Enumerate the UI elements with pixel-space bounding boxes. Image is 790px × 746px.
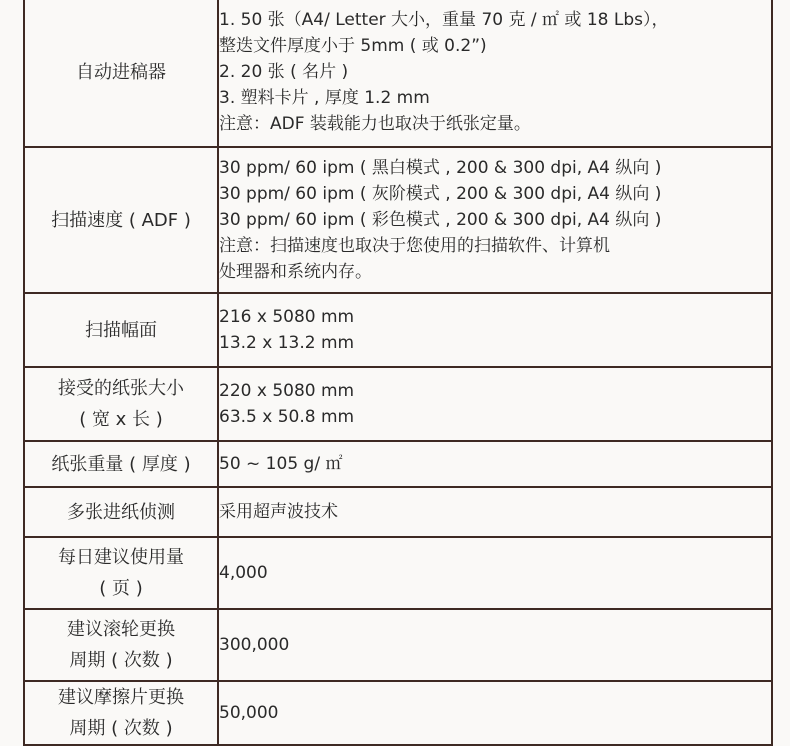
row-value-cell [218,487,772,537]
row-label: 每日建议使用量 [58,547,184,568]
row-label-cell [24,609,218,681]
value-line: 注意：ADF 装载能力也取决于纸张定量。 [219,114,531,134]
row-label-cell [24,147,218,293]
value-line: 1. 50 张（A4/ Letter 大小，重量 70 克 / ㎡ 或 18 Lbs）， [219,10,669,30]
value-line: 220 x 5080 mm [219,381,355,401]
row-label: ( 宽 x 长 ) [79,409,163,430]
value-line: 30 ppm/ 60 ipm ( 灰阶模式 , 200 & 300 dpi, A4 纵向 ) [219,184,662,204]
table-row [24,487,772,537]
table-row [24,537,772,609]
row-label: 多张进纸侦测 [67,501,175,523]
value-line: 整迭文件厚度小于 5mm ( 或 0.2”) [219,36,487,56]
row-label-cell [24,367,218,441]
value-line: 2. 20 张 ( 名片 ) [219,62,349,82]
table-row [24,681,772,745]
row-value-cell [218,681,772,745]
row-label: 扫描速度 ( ADF ) [51,209,191,231]
value-line: 216 x 5080 mm [219,307,355,327]
row-label-cell [24,441,218,487]
value-line: 300,000 [219,635,290,655]
row-label-cell [24,537,218,609]
row-label: 建议滚轮更换 [67,619,175,640]
value-line: 4,000 [219,563,268,583]
row-label: ( 页 ) [99,578,143,599]
value-line: 采用超声波技术 [219,502,338,522]
row-value-cell [218,609,772,681]
value-line: 63.5 x 50.8 mm [219,407,355,427]
value-line: 30 ppm/ 60 ipm ( 黑白模式 , 200 & 300 dpi, A4 纵向 ) [219,158,662,178]
row-label-cell [24,293,218,367]
row-value-cell [218,0,772,147]
row-value-cell [218,537,772,609]
row-value-cell [218,293,772,367]
table-row [24,293,772,367]
row-label: 周期 ( 次数 ) [69,650,173,671]
value-line: 3. 塑料卡片 , 厚度 1.2 mm [219,88,430,108]
row-value-cell [218,367,772,441]
value-line: 处理器和系统内存。 [219,262,372,282]
value-line: 13.2 x 13.2 mm [219,333,355,353]
row-label: 扫描幅面 [85,319,157,341]
row-value-cell [218,147,772,293]
table-row [24,0,772,147]
row-label: 接受的纸张大小 [58,378,184,399]
row-label-cell [24,681,218,745]
spec-table [23,0,773,746]
table-row [24,609,772,681]
table-row [24,367,772,441]
row-label: 周期 ( 次数 ) [69,718,173,739]
row-label: 纸张重量 ( 厚度 ) [51,453,191,475]
row-label-cell [24,0,218,147]
value-line: 50,000 [219,703,279,723]
table-row [24,147,772,293]
value-line: 50 ~ 105 g/ ㎡ [219,454,343,474]
value-line: 注意：扫描速度也取决于您使用的扫描软件、计算机 [219,236,610,256]
table-row [24,441,772,487]
value-line: 30 ppm/ 60 ipm ( 彩色模式 , 200 & 300 dpi, A4 纵向 ) [219,210,662,230]
row-label: 建议摩擦片更换 [58,687,184,708]
row-label-cell [24,487,218,537]
row-label: 自动进稿器 [76,61,166,83]
row-value-cell [218,441,772,487]
